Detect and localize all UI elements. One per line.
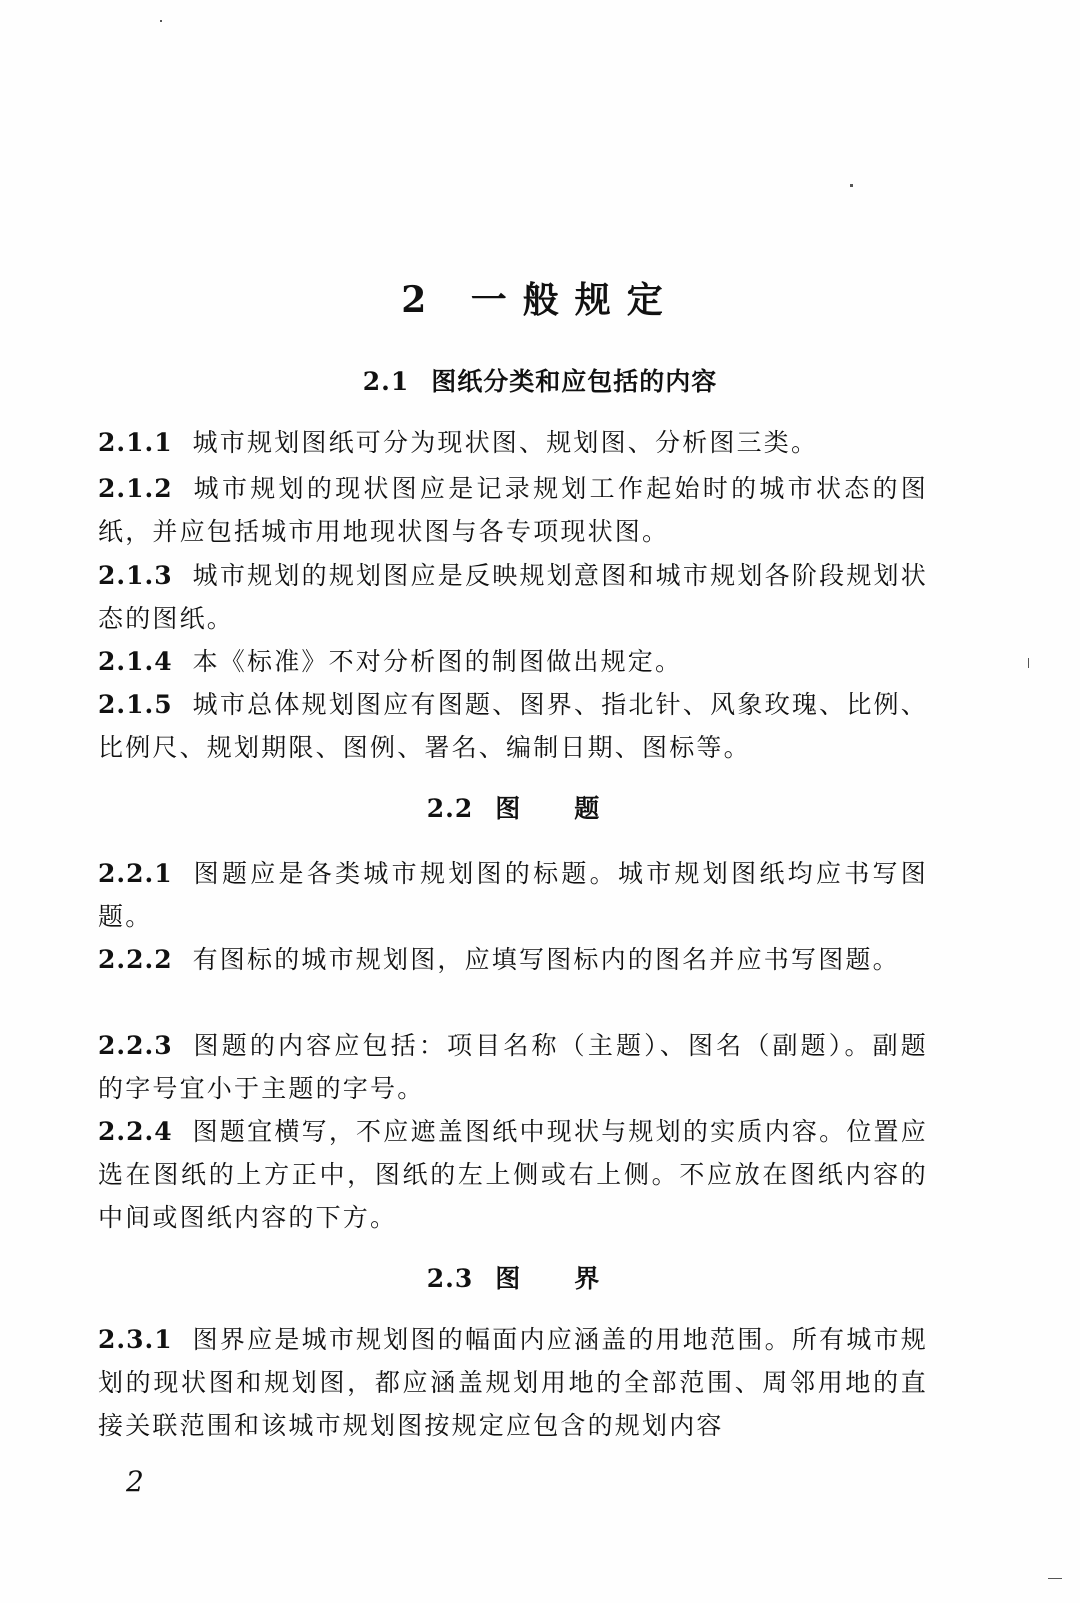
clause-paragraph [98,683,928,769]
section-title: 图纸分类和应包括的内容 [431,367,718,396]
clause-text: 图题的内容应包括：项目名称（主题）、图名（副题）。副题的字号宜小于主题的字号。 [98,1031,928,1103]
clause-paragraph [98,1024,928,1110]
clause-number: 2.1.3 [98,561,173,590]
section-heading [0,1261,1080,1297]
clause-text: 城市规划图纸可分为现状图、规划图、分析图三类。 [192,428,819,457]
clause-text: 有图标的城市规划图，应填写图标内的图名并应书写图题。 [192,945,900,974]
section-number: 2.2 [426,794,474,823]
clause-number: 2.2.1 [98,859,173,888]
clause-text: 本《标准》不对分析图的制图做出规定。 [192,647,683,676]
clause-number: 2.3.1 [98,1325,173,1354]
page-number: 2 [126,1465,144,1498]
clause-text: 城市规划的规划图应是反映规划意图和城市规划各阶段规划状态的图纸。 [98,561,928,633]
section-title: 图题 [495,794,654,823]
clause-text: 图界应是城市规划图的幅面内应涵盖的用地范围。所有城市规划的现状图和规划图，都应涵盖规划用地的全部范围、周邻用地的直接关联范围和该城市规划图按规定应包含的规划内容 [98,1325,928,1440]
section-heading [0,791,1080,827]
scan-speck [1028,658,1029,668]
clause-text: 图题应是各类城市规划图的标题。城市规划图纸均应书写图题。 [98,859,928,931]
section-number: 2.1 [362,367,410,396]
scan-speck [160,20,162,22]
clause-number: 2.1.2 [98,474,173,503]
clause-paragraph [98,467,928,553]
clause-paragraph [98,554,928,640]
clause-number: 2.1.4 [98,647,173,676]
scan-speck [1048,1578,1062,1579]
clause-paragraph [98,421,928,464]
clause-number: 2.1.1 [98,428,173,457]
clause-paragraph [98,1318,928,1447]
section-heading [0,364,1080,400]
clause-paragraph [98,1110,928,1239]
clause-number: 2.2.3 [98,1031,173,1060]
clause-number: 2.2.2 [98,945,173,974]
chapter-title: 2 一般规定 [401,279,679,321]
clause-number: 2.1.5 [98,690,173,719]
clause-text: 城市规划的现状图应是记录规划工作起始时的城市状态的图纸，并应包括城市用地现状图与各专项现状图。 [98,474,928,546]
clause-text: 图题宜横写，不应遮盖图纸中现状与规划的实质内容。位置应选在图纸的上方正中，图纸的左上侧或右上侧。不应放在图纸内容的中间或图纸内容的下方。 [98,1117,928,1232]
clause-paragraph [98,640,928,683]
section-number: 2.3 [426,1264,474,1293]
clause-paragraph [98,938,928,981]
section-title: 图界 [495,1264,654,1293]
clause-number: 2.2.4 [98,1117,173,1146]
clause-paragraph [98,852,928,938]
clause-text: 城市总体规划图应有图题、图界、指北针、风象玫瑰、比例、比例尺、规划期限、图例、署名、编制日期、图标等。 [98,690,928,762]
scan-speck [850,184,853,187]
